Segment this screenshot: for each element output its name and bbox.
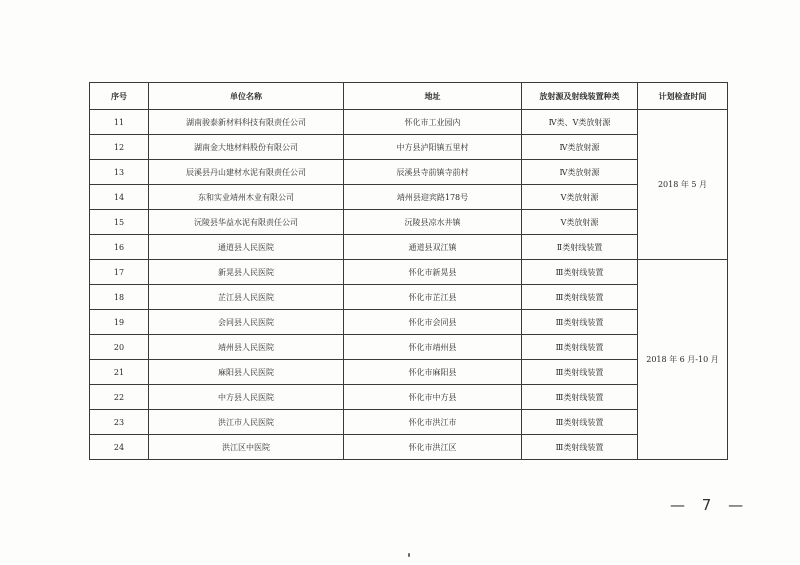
- address-cell: 怀化市洪江区: [344, 435, 522, 460]
- unit-name-cell: 沅陵县华益水泥有限责任公司: [149, 210, 344, 235]
- serial-number-cell: 13: [90, 160, 149, 185]
- table-row: [90, 235, 728, 260]
- page-number: — 7 —: [670, 496, 750, 514]
- address-cell: 怀化市麻阳县: [344, 360, 522, 385]
- table-row: [90, 110, 728, 135]
- address-cell: 怀化市芷江县: [344, 285, 522, 310]
- serial-number-cell: 14: [90, 185, 149, 210]
- table-row: [90, 185, 728, 210]
- inspection-time-cell: 2018 年 5 月: [638, 110, 728, 260]
- source-type-cell: Ⅲ类射线装置: [522, 385, 638, 410]
- source-type-cell: Ⅴ类放射源: [522, 210, 638, 235]
- header-address: 地址: [344, 83, 522, 110]
- serial-number-cell: 22: [90, 385, 149, 410]
- address-cell: 怀化市会同县: [344, 310, 522, 335]
- address-cell: 通道县双江镇: [344, 235, 522, 260]
- serial-number-cell: 24: [90, 435, 149, 460]
- serial-number-cell: 16: [90, 235, 149, 260]
- unit-name-cell: 洪江区中医院: [149, 435, 344, 460]
- source-type-cell: Ⅲ类射线装置: [522, 360, 638, 385]
- unit-name-cell: 湖南骏泰新材料科技有限责任公司: [149, 110, 344, 135]
- address-cell: 怀化市工业园内: [344, 110, 522, 135]
- scan-speck: [408, 553, 410, 557]
- serial-number-cell: 19: [90, 310, 149, 335]
- table-row: [90, 360, 728, 385]
- table-row: [90, 310, 728, 335]
- unit-name-cell: 麻阳县人民医院: [149, 360, 344, 385]
- header-inspection-time: 计划检查时间: [638, 83, 728, 110]
- unit-name-cell: 东和实业靖州木业有限公司: [149, 185, 344, 210]
- table-row: [90, 385, 728, 410]
- unit-name-cell: 新晃县人民医院: [149, 260, 344, 285]
- header-unit-name: 单位名称: [149, 83, 344, 110]
- address-cell: 沅陵县凉水井镇: [344, 210, 522, 235]
- address-cell: 怀化市洪江市: [344, 410, 522, 435]
- inspection-time-cell: 2018 年 6 月-10 月: [638, 260, 728, 460]
- address-cell: 怀化市靖州县: [344, 335, 522, 360]
- unit-name-cell: 会同县人民医院: [149, 310, 344, 335]
- unit-name-cell: 洪江市人民医院: [149, 410, 344, 435]
- unit-name-cell: 辰溪县丹山建材水泥有限责任公司: [149, 160, 344, 185]
- source-type-cell: Ⅳ类放射源: [522, 135, 638, 160]
- address-cell: 怀化市新晃县: [344, 260, 522, 285]
- table-row: [90, 135, 728, 160]
- address-cell: 怀化市中方县: [344, 385, 522, 410]
- source-type-cell: Ⅲ类射线装置: [522, 435, 638, 460]
- address-cell: 靖州县迎宾路178号: [344, 185, 522, 210]
- table-row: [90, 260, 728, 285]
- address-cell: 辰溪县寺前镇寺前村: [344, 160, 522, 185]
- table-row: [90, 210, 728, 235]
- serial-number-cell: 20: [90, 335, 149, 360]
- unit-name-cell: 湖南金大地材料股份有限公司: [149, 135, 344, 160]
- table-row: [90, 285, 728, 310]
- source-type-cell: Ⅳ类放射源: [522, 160, 638, 185]
- header-source-type: 放射源及射线装置种类: [522, 83, 638, 110]
- table-row: [90, 410, 728, 435]
- table-row: [90, 335, 728, 360]
- source-type-cell: Ⅲ类射线装置: [522, 335, 638, 360]
- address-cell: 中方县泸阳镇五里村: [344, 135, 522, 160]
- serial-number-cell: 23: [90, 410, 149, 435]
- header-serial-number: 序号: [90, 83, 149, 110]
- serial-number-cell: 15: [90, 210, 149, 235]
- source-type-cell: Ⅲ类射线装置: [522, 285, 638, 310]
- source-type-cell: Ⅳ类、Ⅴ类放射源: [522, 110, 638, 135]
- source-type-cell: Ⅲ类射线装置: [522, 410, 638, 435]
- table-row: [90, 160, 728, 185]
- inspection-plan-table: [89, 82, 728, 460]
- serial-number-cell: 18: [90, 285, 149, 310]
- unit-name-cell: 中方县人民医院: [149, 385, 344, 410]
- table-row: [90, 435, 728, 460]
- unit-name-cell: 芷江县人民医院: [149, 285, 344, 310]
- serial-number-cell: 11: [90, 110, 149, 135]
- serial-number-cell: 17: [90, 260, 149, 285]
- table-header-row: [90, 83, 728, 110]
- serial-number-cell: 21: [90, 360, 149, 385]
- unit-name-cell: 靖州县人民医院: [149, 335, 344, 360]
- source-type-cell: Ⅲ类射线装置: [522, 260, 638, 285]
- source-type-cell: Ⅲ类射线装置: [522, 310, 638, 335]
- unit-name-cell: 通道县人民医院: [149, 235, 344, 260]
- source-type-cell: Ⅴ类放射源: [522, 185, 638, 210]
- serial-number-cell: 12: [90, 135, 149, 160]
- source-type-cell: Ⅱ类射线装置: [522, 235, 638, 260]
